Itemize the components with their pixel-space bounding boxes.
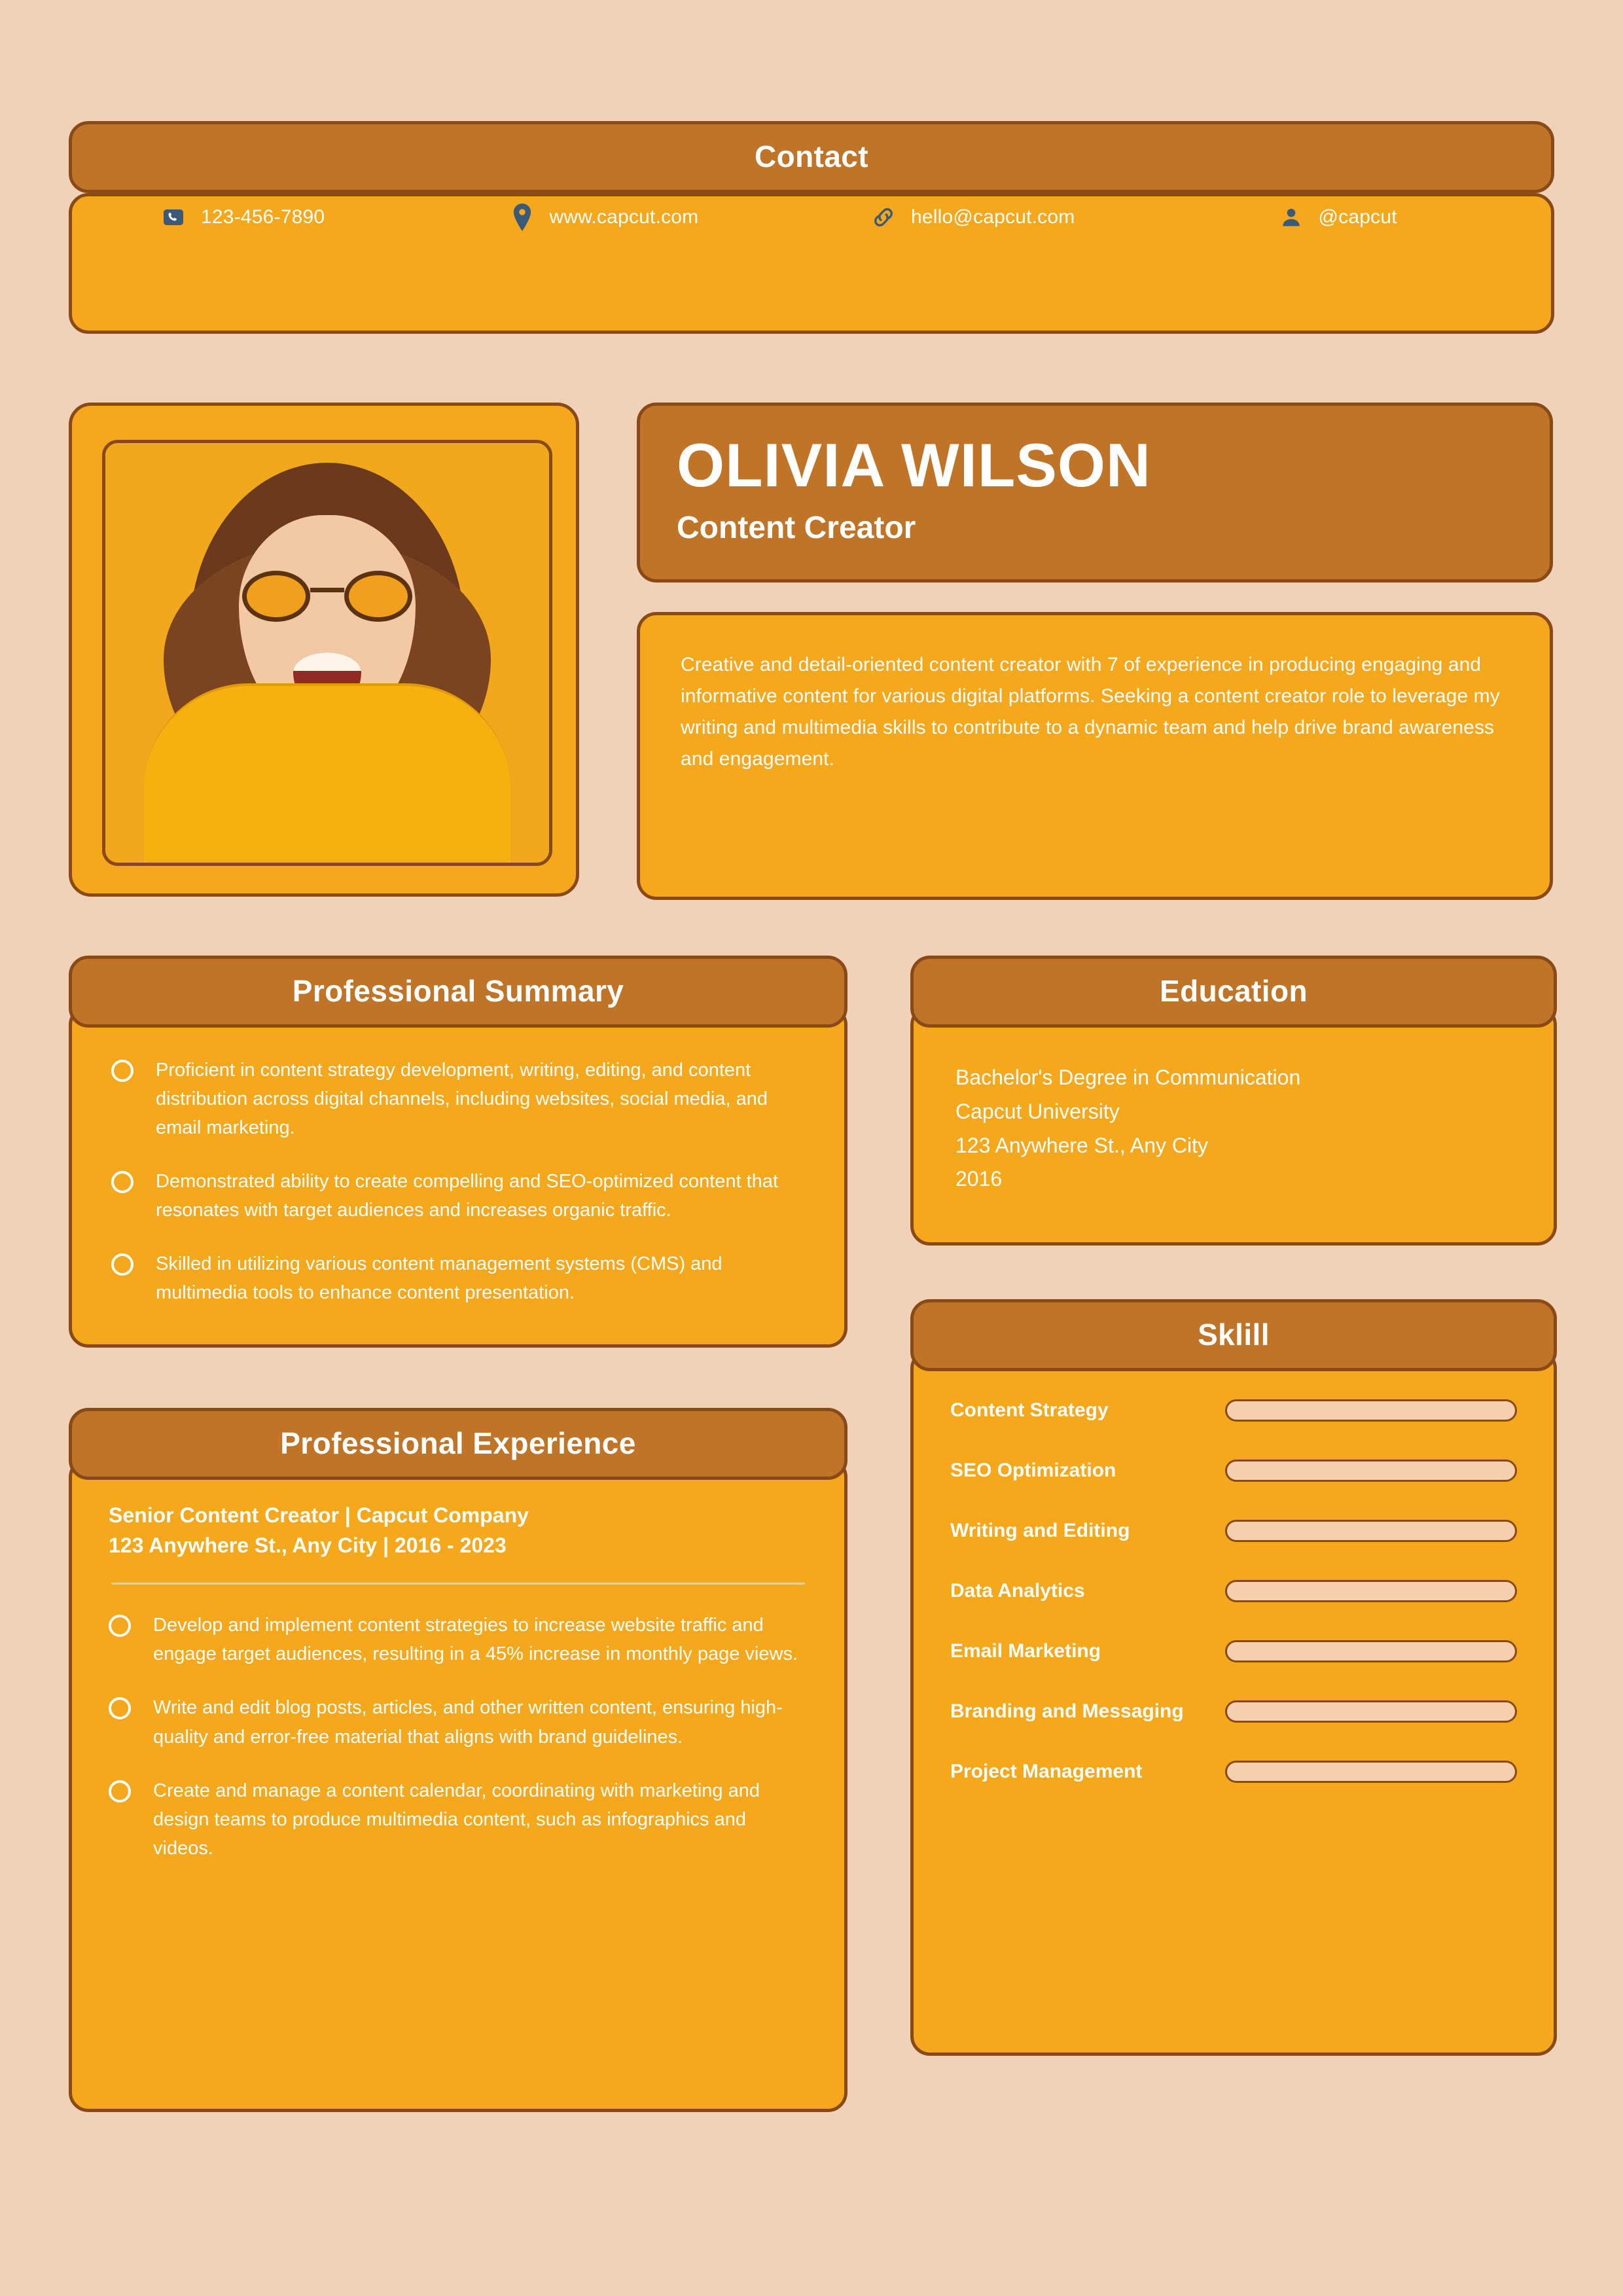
contact-item-email[interactable]	[785, 203, 1147, 232]
skill-label: Content Strategy	[950, 1399, 1109, 1422]
contact-phone-text: 123-456-7890	[201, 206, 325, 228]
avatar	[102, 440, 552, 866]
education-degree: Bachelor's Degree in Communication	[955, 1066, 1301, 1089]
skill-progress-bar	[1225, 1399, 1517, 1422]
bullet-circle-icon	[109, 1615, 131, 1637]
divider	[111, 1583, 805, 1585]
skill-progress-bar	[1225, 1580, 1517, 1602]
contact-section	[69, 121, 1554, 344]
content-columns	[69, 956, 1554, 2112]
experience-job-title: Senior Content Creator | Capcut Company	[109, 1503, 529, 1527]
skill-row	[950, 1399, 1517, 1422]
experience-bullet-list	[109, 1611, 808, 1863]
about-card	[637, 612, 1553, 900]
professional-summary-body	[69, 1005, 847, 1348]
photo-card	[69, 403, 579, 897]
skill-progress-bar	[1225, 1460, 1517, 1482]
portrait-photo	[105, 443, 549, 863]
list-item	[111, 1056, 805, 1142]
contact-item-handle[interactable]	[1147, 203, 1555, 232]
bullet-circle-icon	[109, 1697, 131, 1719]
job-role: Content Creator	[677, 510, 916, 545]
bullet-text: Demonstrated ability to create compelling and SEO-optimized content that resonates with target audiences and increases organic traffic.	[156, 1171, 779, 1221]
education-header: Education	[910, 956, 1557, 1028]
skill-progress-bar	[1225, 1520, 1517, 1542]
skill-label: Data Analytics	[950, 1580, 1085, 1602]
phone-icon	[160, 203, 187, 232]
education-block	[910, 956, 1557, 1246]
education-address: 123 Anywhere St., Any City	[955, 1133, 1208, 1157]
skill-row	[950, 1580, 1517, 1602]
bullet-circle-icon	[111, 1171, 134, 1193]
list-item	[109, 1611, 808, 1668]
experience-job-meta: 123 Anywhere St., Any City | 2016 - 2023	[109, 1533, 507, 1557]
bullet-text: Develop and implement content strategies to increase website traffic and engage target audiences, resulting in a 45% increase in monthly page views.	[153, 1615, 798, 1665]
education-body	[910, 1005, 1557, 1246]
professional-summary-block	[69, 956, 847, 1348]
skill-row	[950, 1460, 1517, 1482]
list-item	[109, 1776, 808, 1863]
list-item	[111, 1167, 805, 1225]
bullet-text: Skilled in utilizing various content management systems (CMS) and multimedia tools to enhance content presentation.	[156, 1253, 722, 1304]
contact-item-phone[interactable]	[69, 203, 437, 232]
contact-items	[69, 203, 1554, 232]
education-year: 2016	[955, 1167, 1003, 1191]
skills-block	[910, 1299, 1557, 2056]
professional-experience-body	[69, 1458, 847, 2112]
right-column	[910, 956, 1557, 2112]
skills-body	[910, 1349, 1557, 2056]
summary-bullet-list	[111, 1056, 805, 1308]
name-card	[637, 403, 1553, 583]
bullet-text: Write and edit blog posts, articles, and other written content, ensuring high-quality and error-free material that aligns with brand guidelines.	[153, 1697, 783, 1748]
contact-handle-text: @capcut	[1318, 206, 1397, 228]
skill-row	[950, 1700, 1517, 1723]
skill-label: Email Marketing	[950, 1640, 1101, 1662]
user-icon	[1278, 203, 1304, 232]
page-title: OLIVIA WILSON	[677, 431, 1151, 499]
bullet-text: Proficient in content strategy development, writing, editing, and content distribution across digital channels, including websites, social media, and email marketing.	[156, 1060, 768, 1139]
skill-progress-bar	[1225, 1640, 1517, 1662]
left-column	[69, 956, 847, 2112]
education-school: Capcut University	[955, 1099, 1120, 1123]
contact-email-text: hello@capcut.com	[911, 206, 1075, 228]
skill-label: Writing and Editing	[950, 1520, 1130, 1542]
bullet-circle-icon	[111, 1253, 134, 1276]
contact-item-website[interactable]	[437, 203, 786, 232]
location-pin-icon	[509, 203, 535, 232]
about-text: Creative and detail-oriented content creator with 7 of experience in producing engaging and informative content for various digital platforms. Seeking a content creator role to leverage my writing and multimedia skills to contribute to a dynamic team and help drive brand awareness and engagement.	[681, 654, 1500, 770]
skill-row	[950, 1640, 1517, 1662]
skill-progress-bar	[1225, 1700, 1517, 1723]
hero-section	[69, 403, 1554, 900]
bullet-text: Create and manage a content calendar, coordinating with marketing and design teams to produce multimedia content, such as infographics and videos.	[153, 1780, 760, 1859]
skill-progress-bar	[1225, 1761, 1517, 1783]
contact-website-text: www.capcut.com	[549, 206, 699, 228]
professional-experience-block	[69, 1408, 847, 2112]
list-item	[109, 1693, 808, 1751]
list-item	[111, 1249, 805, 1307]
skill-row	[950, 1520, 1517, 1542]
skills-header: Sklill	[910, 1299, 1557, 1371]
link-icon	[870, 203, 897, 232]
bullet-circle-icon	[111, 1060, 134, 1082]
professional-experience-header: Professional Experience	[69, 1408, 847, 1480]
skill-label: Project Management	[950, 1761, 1143, 1783]
skill-label: SEO Optimization	[950, 1460, 1116, 1482]
contact-header: Contact	[69, 121, 1554, 193]
professional-summary-header: Professional Summary	[69, 956, 847, 1028]
skill-row	[950, 1761, 1517, 1783]
bullet-circle-icon	[109, 1780, 131, 1803]
skill-label: Branding and Messaging	[950, 1700, 1184, 1723]
